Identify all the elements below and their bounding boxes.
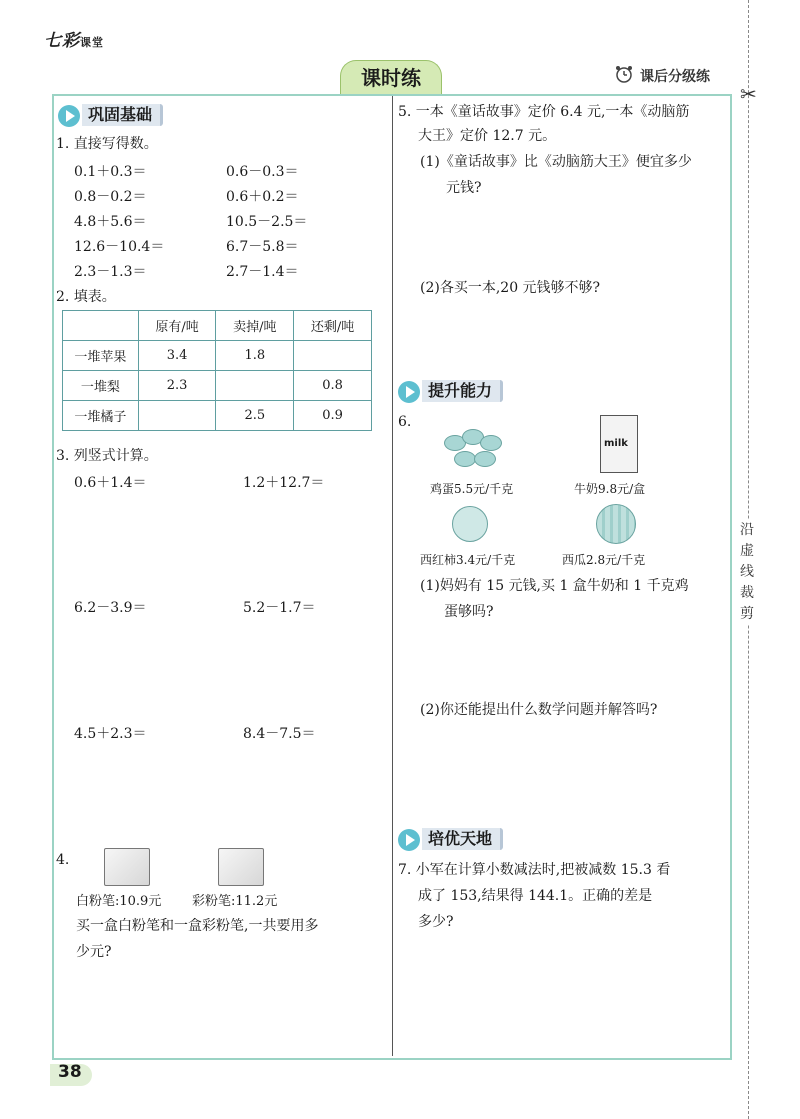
q1-item: 2.7－1.4＝ [226,264,299,280]
q1-item: 0.1＋0.3＝ [74,164,147,180]
scissors-icon: ✂ [740,82,757,106]
q6-price-milk: 牛奶9.8元/盒 [574,482,646,496]
table-cell: 一堆梨 [63,371,139,401]
q3-item: 1.2＋12.7＝ [243,475,325,491]
q1-item: 0.8－0.2＝ [74,189,147,205]
table-cell [216,371,294,401]
section-excel: 培优天地 [398,828,528,852]
table-cell [138,401,216,431]
q6-part1: (1)妈妈有 15 元钱,买 1 盒牛奶和 1 千克鸡 [420,578,689,594]
q3-stem: 3. 列竖式计算。 [56,448,158,464]
page-title: 课时练 [340,60,442,95]
table-row [63,401,372,431]
column-divider [392,96,393,1056]
q3-item: 8.4－7.5＝ [243,726,316,742]
table-cell: 原有/吨 [138,311,216,341]
q4-text: 买一盒白粉笔和一盒彩粉笔,一共要用多 [76,918,319,934]
table-cell: 2.3 [138,371,216,401]
milk-logo: milk [604,438,628,449]
q1-item: 0.6＋0.2＝ [226,189,299,205]
eggs-image [440,425,510,473]
practice-level: 课后分级练 [640,69,710,85]
play-icon [398,381,420,403]
q3-item: 5.2－1.7＝ [243,600,316,616]
q6-part2: (2)你还能提出什么数学问题并解答吗? [420,702,658,718]
q6-part1: 蛋够吗? [444,604,494,620]
table-cell: 一堆苹果 [63,341,139,371]
table-header-row [63,311,372,341]
q5-part1: (1)《童话故事》比《动脑筋大王》便宜多少 [420,154,692,170]
q7-text: 多少? [418,914,454,930]
q1-item: 6.7－5.8＝ [226,239,299,255]
alarm-clock-icon [614,64,634,84]
page-number: 38 [58,1062,82,1082]
play-icon [58,105,80,127]
q6-price-tomato: 西红柿3.4元/千克 [420,553,516,567]
q6-number: 6. [398,414,412,430]
table-cell: 还剩/吨 [294,311,372,341]
chalk-box-image [218,848,264,886]
q3-item: 4.5＋2.3＝ [74,726,147,742]
q5-part2: (2)各买一本,20 元钱够不够? [420,280,601,296]
q5-text: 大王》定价 12.7 元。 [418,128,557,144]
tomato-image [452,506,488,542]
q4-number: 4. [56,852,70,868]
q1-item: 2.3－1.3＝ [74,264,147,280]
watermelon-image [596,504,636,544]
table-cell: 卖掉/吨 [216,311,294,341]
section-improve: 提升能力 [398,380,528,404]
q1-item: 12.6－10.4＝ [74,239,165,255]
q7-text: 7. 小军在计算小数减法时,把被减数 15.3 看 [398,862,671,878]
q1-item: 10.5－2.5＝ [226,214,308,230]
q1-stem: 1. 直接写得数。 [56,136,158,152]
table-cell [63,311,139,341]
table-cell: 1.8 [216,341,294,371]
q7-text: 成了 153,结果得 144.1。正确的差是 [418,888,653,904]
q4-item-price: 彩粉笔:11.2元 [192,894,278,909]
q5-part1: 元钱? [446,180,482,196]
table-cell [294,341,372,371]
q6-price-melon: 西瓜2.8元/千克 [562,553,646,567]
cut-instruction: 沿 虚 线 裁 剪 [738,520,756,625]
q5-text: 5. 一本《童话故事》定价 6.4 元,一本《动脑筋 [398,104,690,120]
table-cell: 一堆橘子 [63,401,139,431]
q3-item: 0.6＋1.4＝ [74,475,147,491]
chalk-box-image [104,848,150,886]
q2-stem: 2. 填表。 [56,289,116,305]
table-cell: 3.4 [138,341,216,371]
table-cell: 2.5 [216,401,294,431]
brand-logo: 七彩课堂 [44,31,104,51]
table-cell: 0.8 [294,371,372,401]
q1-item: 4.8＋5.6＝ [74,214,147,230]
milk-carton-image [600,415,638,473]
table-row [63,341,372,371]
table-row [63,371,372,401]
table-cell: 0.9 [294,401,372,431]
fill-table [62,310,372,431]
q3-item: 6.2－3.9＝ [74,600,147,616]
q1-item: 0.6－0.3＝ [226,164,299,180]
q4-text: 少元? [76,944,112,960]
q4-item-price: 白粉笔:10.9元 [76,894,162,909]
q6-price-eggs: 鸡蛋5.5元/千克 [430,482,514,496]
play-icon [398,829,420,851]
section-basic: 巩固基础 [58,104,188,128]
